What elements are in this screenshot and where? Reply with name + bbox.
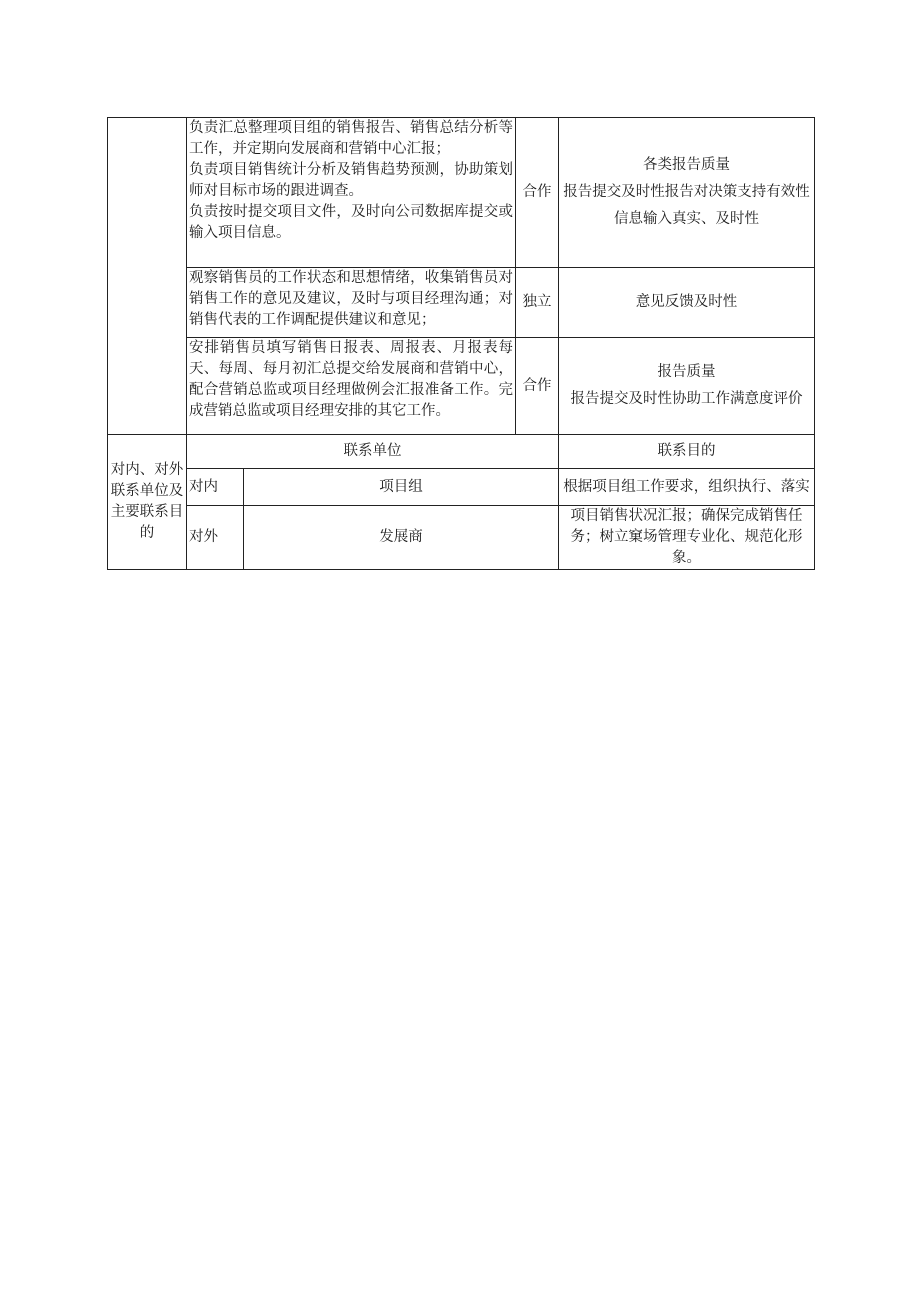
work-mode-cell: 合作 bbox=[516, 118, 559, 268]
contact-unit: 发展商 bbox=[244, 506, 559, 570]
indicator-line: 各类报告质量 bbox=[643, 157, 730, 173]
duty-row bbox=[108, 338, 815, 435]
duty-description-cell bbox=[187, 338, 516, 435]
performance-indicator-cell bbox=[559, 268, 815, 338]
work-mode-cell: 独立 bbox=[516, 268, 559, 338]
duty-line: 观察销售员的工作状态和思想情绪，收集销售员对销售工作的意见及建议，及时与项目经理沟通；对销售代表的工作调配提供建议和意见； bbox=[189, 270, 513, 328]
duty-description-cell bbox=[187, 268, 516, 338]
duty-line: 负责汇总整理项目组的销售报告、销售总结分析等工作，并定期向发展商和营销中心汇报； bbox=[189, 120, 513, 157]
performance-indicator-cell bbox=[559, 118, 815, 268]
contact-purpose: 根据项目组工作要求，组织执行、落实 bbox=[559, 469, 815, 506]
duty-category-cell bbox=[108, 118, 187, 435]
duty-row bbox=[108, 118, 815, 268]
indicator-line: 意见反馈及时性 bbox=[635, 294, 738, 310]
contact-row bbox=[108, 506, 815, 570]
contact-scope: 对外 bbox=[187, 506, 244, 570]
contact-scope: 对内 bbox=[187, 469, 244, 506]
performance-indicator-cell bbox=[559, 338, 815, 435]
duty-description-cell bbox=[187, 118, 516, 268]
contacts-header-row bbox=[108, 435, 815, 469]
duty-line: 安排销售员填写销售日报表、周报表、月报表每天、每周、每月初汇总提交给发展商和营销中心，配合营销总监或项目经理做例会汇报准备工作。完成营销总监或项目经理安排的其它工作。 bbox=[189, 340, 513, 419]
job-description-table bbox=[107, 117, 815, 570]
duty-row bbox=[108, 268, 815, 338]
indicator-line: 报告质量 bbox=[657, 364, 716, 380]
contact-purpose: 项目销售状况汇报；确保完成销售任务；树立窠场管理专业化、规范化形象。 bbox=[559, 506, 815, 570]
duty-line: 负责项目销售统计分析及销售趋势预测，协助策划师对目标市场的跟进调查。 bbox=[189, 162, 513, 199]
duty-line: 负责按时提交项目文件，及时向公司数据库提交或输入项目信息。 bbox=[189, 204, 513, 241]
contact-purpose-header: 联系目的 bbox=[559, 435, 815, 469]
work-mode-cell: 合作 bbox=[516, 338, 559, 435]
indicator-line: 报告提交及时性协助工作满意度评价 bbox=[570, 391, 803, 407]
indicator-line: 报告提交及时性报告对决策支持有效性信息输入真实、及时性 bbox=[563, 184, 810, 227]
contacts-label: 对内、对外联系单位及主要联系目的 bbox=[108, 435, 187, 570]
contact-unit-header: 联系单位 bbox=[187, 435, 559, 469]
contact-row bbox=[108, 469, 815, 506]
contact-unit: 项目组 bbox=[244, 469, 559, 506]
